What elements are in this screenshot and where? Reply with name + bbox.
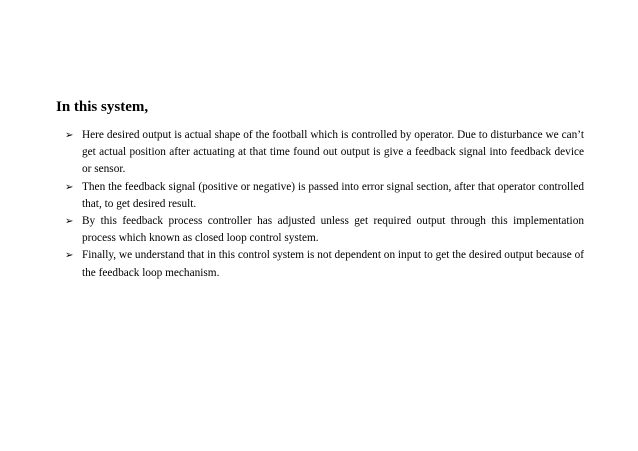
arrow-bullet-icon: ➢	[65, 216, 74, 228]
arrow-bullet-icon: ➢	[65, 130, 74, 141]
bullet-text: Finally, we understand that in this control system is not dependent on input to get the desired output because of the feedback loop mechanism.	[82, 249, 584, 279]
bullet-item	[65, 213, 584, 247]
bullet-item	[65, 247, 584, 281]
bullet-item	[65, 127, 584, 179]
bullet-list	[65, 127, 584, 282]
bullet-text: Here desired output is actual shape of the football which is controlled by operator. Due to disturbance we can’t get actual position after actuating at that time found out output is give a feedback signal into feedback device or sensor.	[82, 129, 584, 176]
arrow-bullet-icon: ➢	[65, 250, 74, 262]
bullet-item	[65, 179, 584, 213]
bullet-text: Then the feedback signal (positive or negative) is passed into error signal section, after that operator controlled that, to get desired result.	[82, 180, 584, 210]
bullet-text: By this feedback process controller has adjusted unless get required output through this implementation process which known as closed loop control system.	[82, 215, 584, 245]
arrow-bullet-icon: ➢	[65, 181, 74, 193]
section-heading: In this system,	[56, 99, 149, 115]
